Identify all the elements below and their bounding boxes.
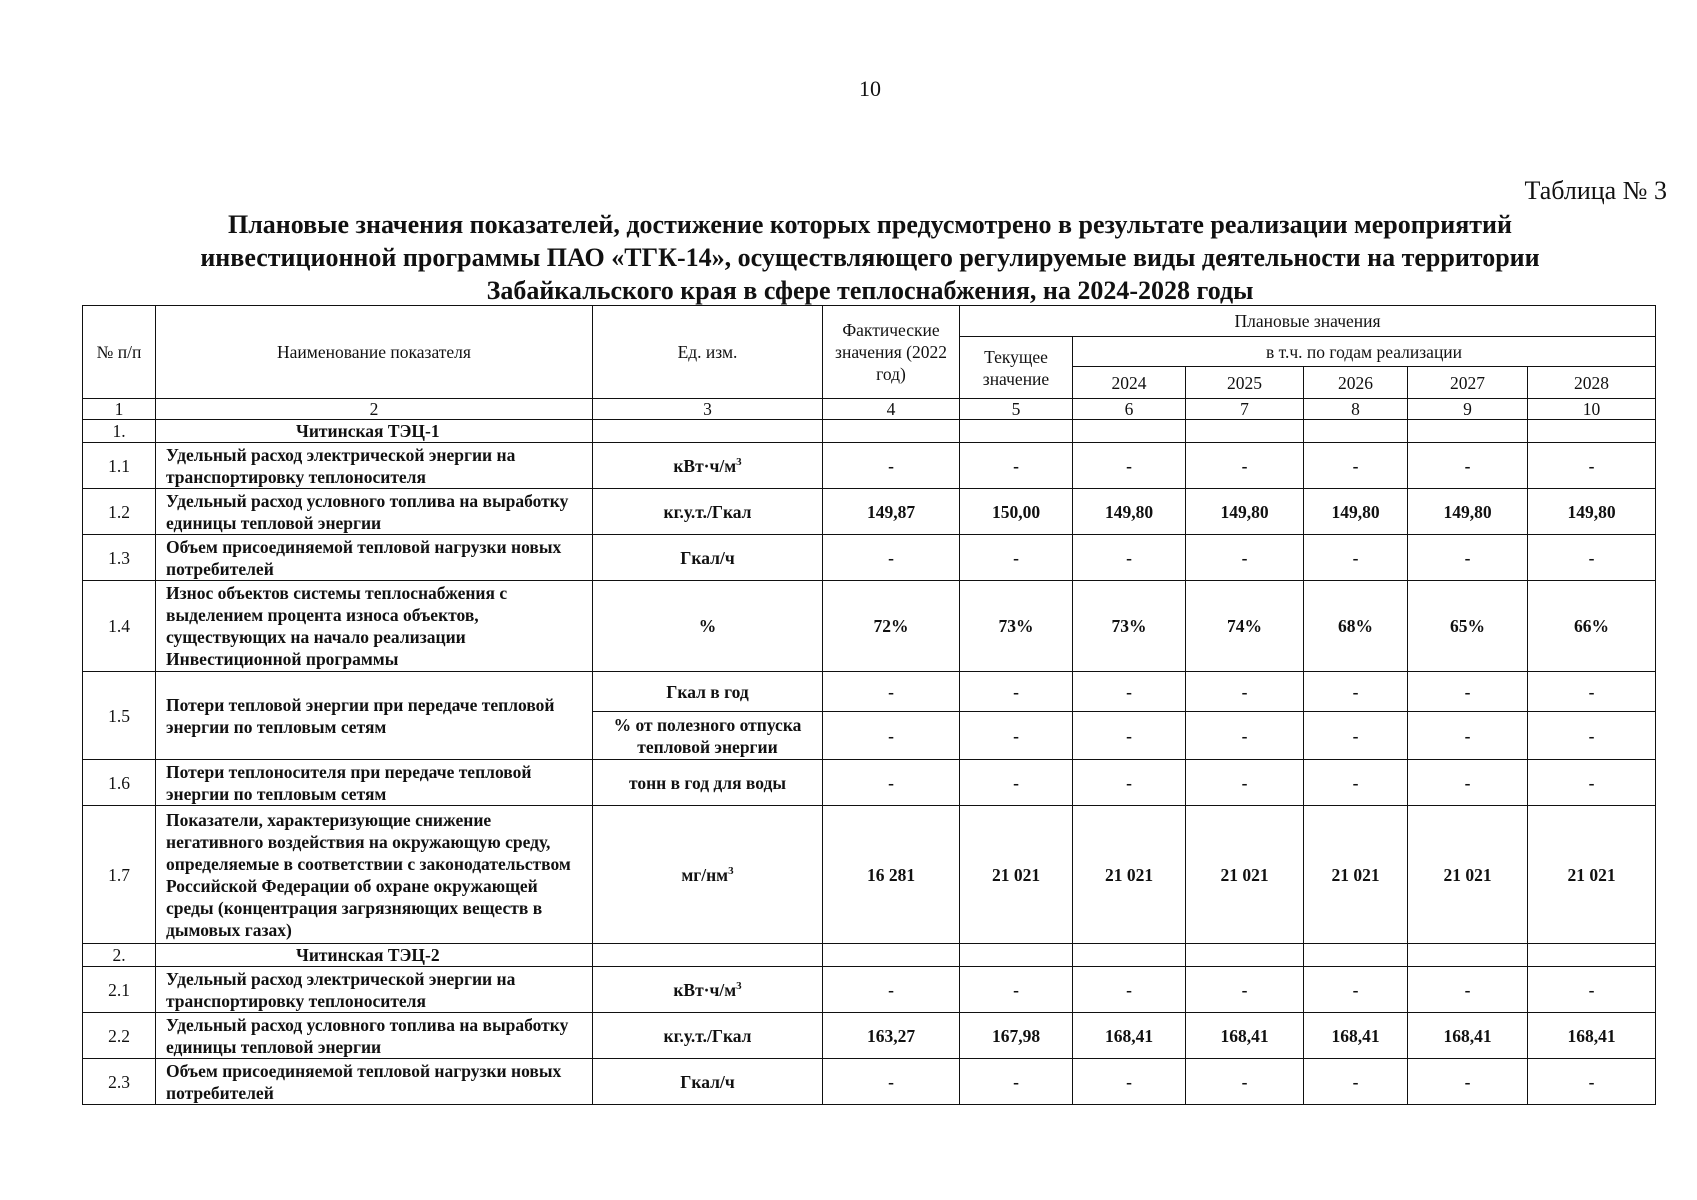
value-cell: - — [1408, 1059, 1528, 1105]
value-cell: 149,80 — [1073, 489, 1186, 535]
value-cell: - — [1528, 535, 1656, 581]
unit-text: % от полезного отпуска тепловой энергии — [613, 714, 802, 757]
header-by-years: в т.ч. по годам реализации — [1073, 337, 1656, 367]
value-cell: - — [1528, 760, 1656, 806]
value-cell: - — [1408, 672, 1528, 712]
value-cell: - — [1186, 443, 1304, 489]
empty-cell — [1408, 944, 1528, 967]
unit-text: Гкал в год — [666, 681, 749, 702]
value-cell: - — [823, 712, 960, 760]
row-number: 1.1 — [83, 443, 156, 489]
value-cell: - — [1073, 535, 1186, 581]
empty-cell — [1186, 420, 1304, 443]
value-cell: - — [1408, 535, 1528, 581]
section-title: Читинская ТЭЦ-1 — [156, 420, 593, 443]
header-current: Текущее значение — [960, 337, 1073, 399]
unit-cell — [593, 672, 823, 712]
value-cell: 149,80 — [1528, 489, 1656, 535]
empty-cell — [823, 944, 960, 967]
title-line: Забайкальского края в сфере теплоснабжения, на 2024-2028 годы — [486, 276, 1254, 305]
indicator-name: Удельный расход электрической энергии на транспортировку теплоносителя — [156, 443, 593, 489]
value-cell: - — [1186, 672, 1304, 712]
value-cell: - — [1408, 712, 1528, 760]
table-row — [83, 806, 1656, 944]
table-row — [83, 760, 1656, 806]
value-cell: - — [823, 760, 960, 806]
value-cell: - — [1528, 1059, 1656, 1105]
header-name: Наименование показателя — [156, 306, 593, 399]
table-title — [150, 208, 1590, 307]
value-cell: - — [823, 672, 960, 712]
value-cell: 167,98 — [960, 1013, 1073, 1059]
value-cell: - — [1186, 1059, 1304, 1105]
value-cell: - — [823, 535, 960, 581]
value-cell: - — [1186, 967, 1304, 1013]
column-number: 9 — [1408, 399, 1528, 420]
unit-text: кВт·ч/м — [673, 455, 737, 476]
unit-superscript: 3 — [728, 864, 734, 877]
value-cell: - — [1528, 443, 1656, 489]
unit-cell — [593, 712, 823, 760]
unit-cell — [593, 760, 823, 806]
column-number: 10 — [1528, 399, 1656, 420]
value-cell: - — [1304, 967, 1408, 1013]
empty-cell — [960, 420, 1073, 443]
header-unit: Ед. изм. — [593, 306, 823, 399]
value-cell: 21 021 — [1528, 806, 1656, 944]
value-cell: 72% — [823, 581, 960, 672]
value-cell: 21 021 — [1186, 806, 1304, 944]
unit-cell — [593, 489, 823, 535]
value-cell: 73% — [960, 581, 1073, 672]
value-cell: 168,41 — [1528, 1013, 1656, 1059]
unit-cell — [593, 581, 823, 672]
empty-cell — [1304, 420, 1408, 443]
header-row — [83, 306, 1656, 337]
unit-cell — [593, 1013, 823, 1059]
value-cell: 163,27 — [823, 1013, 960, 1059]
column-number: 4 — [823, 399, 960, 420]
table-row — [83, 1013, 1656, 1059]
unit-text: кг.у.т./Гкал — [663, 501, 752, 522]
column-number: 3 — [593, 399, 823, 420]
unit-cell — [593, 967, 823, 1013]
value-cell: 150,00 — [960, 489, 1073, 535]
column-number: 1 — [83, 399, 156, 420]
header-fact: Фактические значения (2022 год) — [823, 306, 960, 399]
table-row — [83, 535, 1656, 581]
unit-text: мг/нм — [681, 864, 729, 885]
empty-cell — [593, 420, 823, 443]
header-num: № п/п — [83, 306, 156, 399]
value-cell: - — [1304, 443, 1408, 489]
value-cell: - — [1528, 672, 1656, 712]
value-cell: - — [1408, 967, 1528, 1013]
value-cell: - — [1304, 760, 1408, 806]
column-number-row — [83, 399, 1656, 420]
value-cell: 21 021 — [1304, 806, 1408, 944]
header-year: 2026 — [1304, 367, 1408, 399]
value-cell: 168,41 — [1186, 1013, 1304, 1059]
unit-cell — [593, 1059, 823, 1105]
unit-text: тонн в год для воды — [628, 772, 787, 793]
value-cell: 21 021 — [1408, 806, 1528, 944]
section-number: 1. — [83, 420, 156, 443]
value-cell: - — [1304, 672, 1408, 712]
value-cell: - — [1073, 712, 1186, 760]
header-year: 2028 — [1528, 367, 1656, 399]
row-number: 2.2 — [83, 1013, 156, 1059]
table-row — [83, 1059, 1656, 1105]
indicator-name: Износ объектов системы теплоснабжения с выделением процента износа объектов, существующих на начало реализации Инвестиционной программы — [156, 581, 593, 672]
value-cell: 16 281 — [823, 806, 960, 944]
empty-cell — [1408, 420, 1528, 443]
value-cell: - — [1408, 443, 1528, 489]
column-number: 5 — [960, 399, 1073, 420]
page-number: 10 — [859, 76, 881, 101]
value-cell: - — [1408, 760, 1528, 806]
indicator-name: Потери тепловой энергии при передаче тепловой энергии по тепловым сетям — [156, 672, 593, 760]
value-cell: 66% — [1528, 581, 1656, 672]
value-cell: - — [1073, 967, 1186, 1013]
empty-cell — [1304, 944, 1408, 967]
table-label: Таблица № 3 — [1524, 176, 1667, 205]
row-number: 2.1 — [83, 967, 156, 1013]
value-cell: - — [1186, 760, 1304, 806]
indicator-name: Объем присоединяемой тепловой нагрузки новых потребителей — [156, 535, 593, 581]
value-cell: - — [1528, 967, 1656, 1013]
value-cell: - — [823, 443, 960, 489]
unit-text: Гкал/ч — [680, 547, 735, 568]
value-cell: - — [823, 1059, 960, 1105]
value-cell: 168,41 — [1304, 1013, 1408, 1059]
value-cell: 149,80 — [1304, 489, 1408, 535]
unit-cell — [593, 443, 823, 489]
value-cell: 21 021 — [1073, 806, 1186, 944]
indicator-name: Удельный расход условного топлива на выработку единицы тепловой энергии — [156, 489, 593, 535]
empty-cell — [1528, 944, 1656, 967]
unit-text: Гкал/ч — [680, 1071, 735, 1092]
value-cell: - — [960, 967, 1073, 1013]
row-number: 1.4 — [83, 581, 156, 672]
empty-cell — [1073, 944, 1186, 967]
header-planned: Плановые значения — [960, 306, 1656, 337]
value-cell: 74% — [1186, 581, 1304, 672]
value-cell: - — [1186, 712, 1304, 760]
value-cell: 149,87 — [823, 489, 960, 535]
row-number: 1.7 — [83, 806, 156, 944]
title-line: инвестиционной программы ПАО «ТГК-14», осуществляющего регулируемые виды деятельности на территории — [200, 243, 1540, 272]
empty-cell — [1186, 944, 1304, 967]
unit-text: кВт·ч/м — [673, 979, 737, 1000]
empty-cell — [960, 944, 1073, 967]
indicator-name: Потери теплоносителя при передаче тепловой энергии по тепловым сетям — [156, 760, 593, 806]
empty-cell — [823, 420, 960, 443]
empty-cell — [1528, 420, 1656, 443]
empty-cell — [593, 944, 823, 967]
indicator-name: Удельный расход электрической энергии на транспортировку теплоносителя — [156, 967, 593, 1013]
section-number: 2. — [83, 944, 156, 967]
value-cell: - — [1304, 535, 1408, 581]
value-cell: - — [1073, 760, 1186, 806]
table-row — [83, 967, 1656, 1013]
title-line: Плановые значения показателей, достижение которых предусмотрено в результате реализации мероприятий — [228, 210, 1512, 239]
value-cell: 168,41 — [1073, 1013, 1186, 1059]
unit-superscript: 3 — [736, 979, 742, 992]
column-number: 2 — [156, 399, 593, 420]
value-cell: 149,80 — [1408, 489, 1528, 535]
value-cell: 21 021 — [960, 806, 1073, 944]
header-year: 2025 — [1186, 367, 1304, 399]
value-cell: - — [960, 1059, 1073, 1105]
value-cell: - — [960, 535, 1073, 581]
value-cell: - — [960, 760, 1073, 806]
value-cell: - — [960, 712, 1073, 760]
value-cell: - — [823, 967, 960, 1013]
table-row — [83, 672, 1656, 712]
value-cell: - — [1186, 535, 1304, 581]
value-cell: - — [960, 672, 1073, 712]
value-cell: 73% — [1073, 581, 1186, 672]
column-number: 8 — [1304, 399, 1408, 420]
indicator-name: Показатели, характеризующие снижение негативного воздействия на окружающую среду, определяемые в соответствии с законодательством Российской Федерации об охране окружающей среды (концентрация загрязняющих веществ в дымовых газах) — [156, 806, 593, 944]
indicator-name: Удельный расход условного топлива на выработку единицы тепловой энергии — [156, 1013, 593, 1059]
value-cell: - — [960, 443, 1073, 489]
unit-superscript: 3 — [736, 455, 742, 468]
value-cell: 68% — [1304, 581, 1408, 672]
table-row — [83, 489, 1656, 535]
row-number: 1.6 — [83, 760, 156, 806]
table-row — [83, 581, 1656, 672]
value-cell: 149,80 — [1186, 489, 1304, 535]
header-year: 2024 — [1073, 367, 1186, 399]
column-number: 6 — [1073, 399, 1186, 420]
value-cell: - — [1073, 672, 1186, 712]
empty-cell — [1073, 420, 1186, 443]
value-cell: - — [1304, 712, 1408, 760]
table-row — [83, 443, 1656, 489]
value-cell: 65% — [1408, 581, 1528, 672]
unit-text: % — [698, 616, 717, 636]
value-cell: - — [1528, 712, 1656, 760]
section-row — [83, 420, 1656, 443]
unit-cell — [593, 806, 823, 944]
column-number: 7 — [1186, 399, 1304, 420]
row-number: 1.2 — [83, 489, 156, 535]
row-number: 1.5 — [83, 672, 156, 760]
section-row — [83, 944, 1656, 967]
value-cell: - — [1304, 1059, 1408, 1105]
indicator-name: Объем присоединяемой тепловой нагрузки новых потребителей — [156, 1059, 593, 1105]
header-year: 2027 — [1408, 367, 1528, 399]
unit-text: кг.у.т./Гкал — [663, 1025, 752, 1046]
value-cell: - — [1073, 443, 1186, 489]
indicators-table — [82, 305, 1656, 1105]
unit-cell — [593, 535, 823, 581]
row-number: 1.3 — [83, 535, 156, 581]
section-title: Читинская ТЭЦ-2 — [156, 944, 593, 967]
value-cell: 168,41 — [1408, 1013, 1528, 1059]
value-cell: - — [1073, 1059, 1186, 1105]
row-number: 2.3 — [83, 1059, 156, 1105]
